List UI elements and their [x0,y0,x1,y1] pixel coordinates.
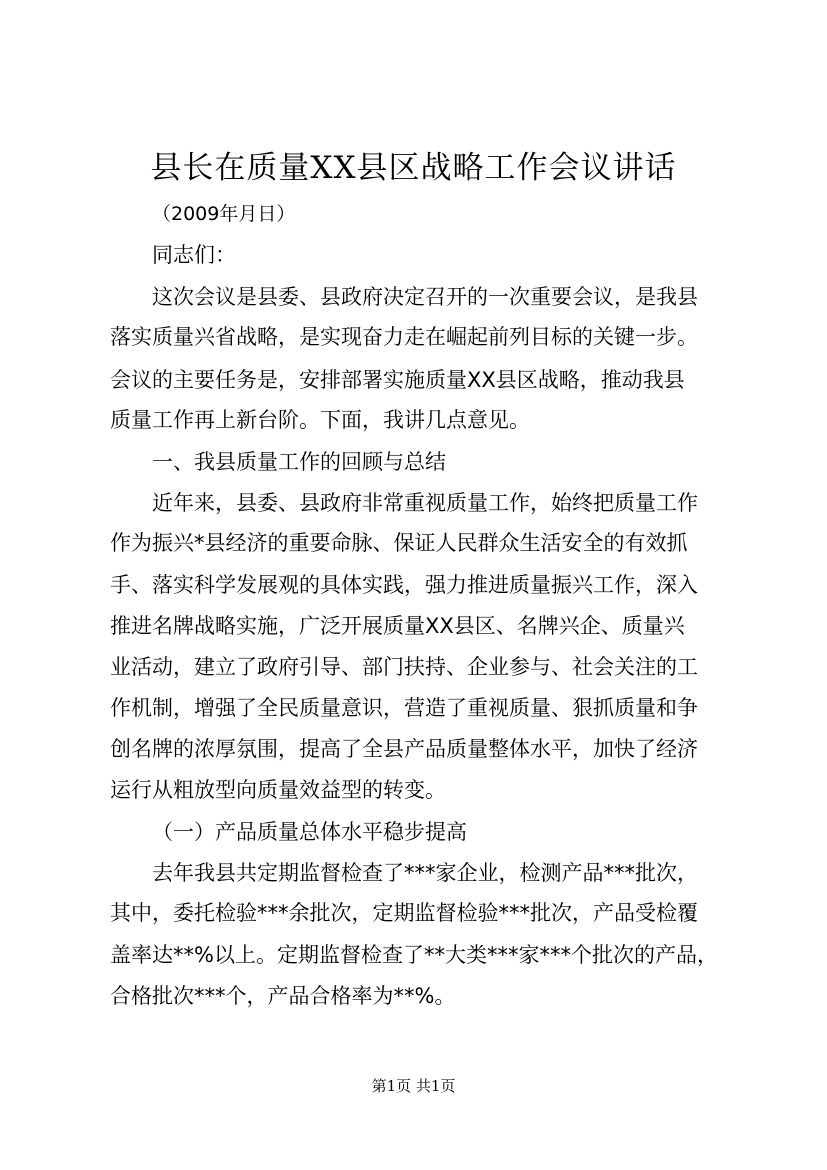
salutation: 同志们： [152,243,236,267]
document-title: 县长在质量XX县区战略工作会议讲话 [150,150,677,186]
paragraph-line: 作机制，增强了全民质量意识，营造了重视质量、狠抓质量和争 [110,696,698,720]
page-footer: 第1页 共1页 [371,1077,456,1095]
paragraph-line: 手、落实科学发展观的具体实践，强力推进质量振兴工作，深入 [110,573,698,597]
paragraph-line: 业活动，建立了政府引导、部门扶持、企业参与、社会关注的工 [110,655,698,679]
paragraph-line: 近年来，县委、县政府非常重视质量工作，始终把质量工作 [152,491,698,515]
paragraph-line: 落实质量兴省战略，是实现奋力走在崛起前列目标的关键一步。 [110,325,698,349]
paragraph-line: 这次会议是县委、县政府决定召开的一次重要会议，是我县 [152,285,698,309]
paragraph-line: 运行从粗放型向质量效益型的转变。 [110,778,446,802]
paragraph-line: 去年我县共定期监督检查了***家企业，检测产品***批次， [152,861,698,885]
paragraph-line: 合格批次***个，产品合格率为**%。 [110,984,456,1008]
paragraph-line: 其中，委托检验***余批次，定期监督检验***批次，产品受检覆 [110,901,698,925]
section-heading: 一、我县质量工作的回顾与总结 [152,450,446,474]
document-date: （2009年月日） [152,203,296,225]
paragraph-line: 创名牌的浓厚氛围，提高了全县产品质量整体水平，加快了经济 [110,737,698,761]
paragraph-line: 推进名牌战略实施，广泛开展质量XX县区、名牌兴企、质量兴 [110,614,685,638]
paragraph-line: 质量工作再上新台阶。下面，我讲几点意见。 [110,408,530,432]
paragraph-line: 盖率达**%以上。定期监督检查了**大类***家***个批次的产品， [110,943,718,967]
paragraph-line: 作为振兴*县经济的重要命脉、保证人民群众生活安全的有效抓 [110,531,688,555]
subsection-heading: （一）产品质量总体水平稳步提高 [152,820,467,844]
paragraph-line: 会议的主要任务是，安排部署实施质量XX县区战略，推动我县 [110,368,685,392]
